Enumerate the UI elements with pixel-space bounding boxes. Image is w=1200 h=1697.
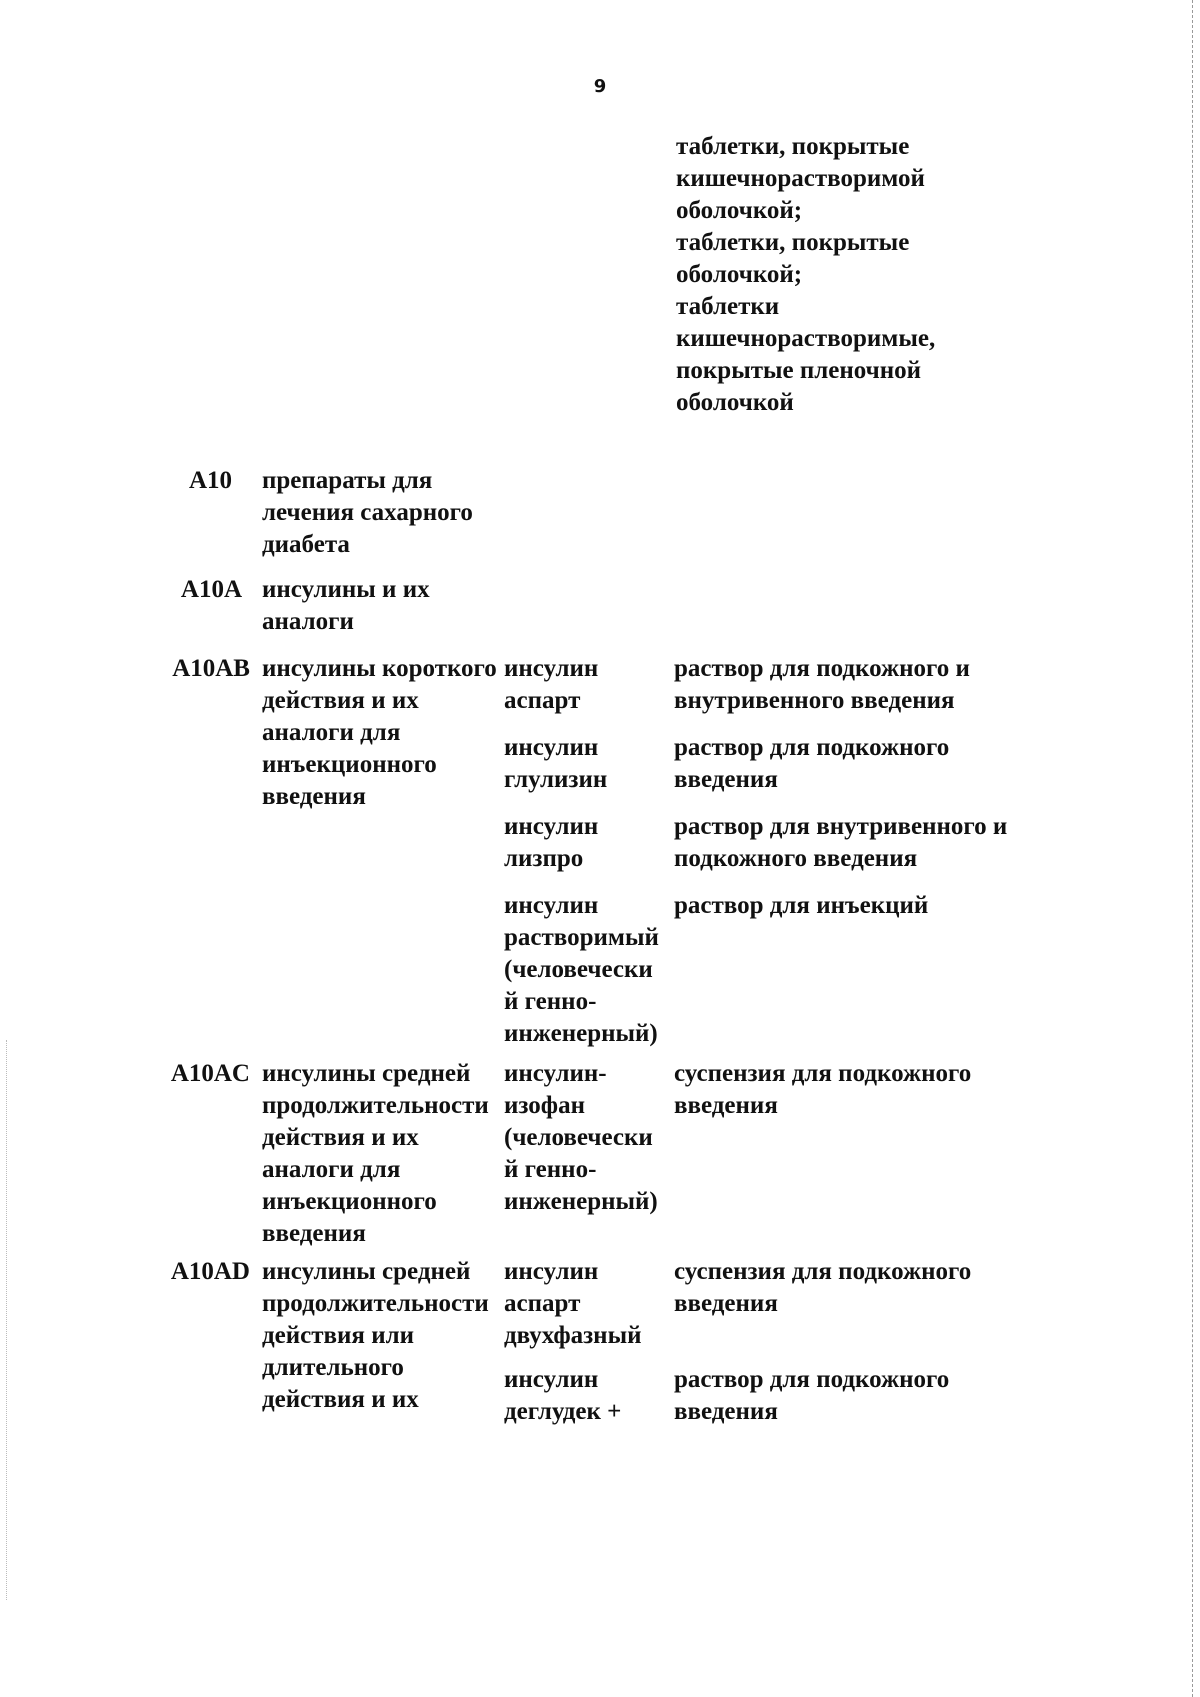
dosage-form-line: суспензия для подкожного (674, 1060, 972, 1087)
form-line: кишечнорастворимой (676, 165, 925, 192)
scan-edge-line-left (6, 1040, 7, 1600)
form-line: кишечнорастворимые, (676, 325, 936, 352)
form-line: оболочкой; (676, 197, 803, 224)
group-name-line: лечения сахарного (262, 499, 473, 526)
dosage-form-line: суспензия для подкожного (674, 1258, 972, 1285)
group-name-line: инъекционного (262, 751, 437, 778)
form-line: оболочкой (676, 389, 794, 416)
drug-name-line: деглудек + (504, 1398, 622, 1425)
group-name-line: инъекционного (262, 1188, 437, 1215)
dosage-form (674, 1058, 971, 1122)
drug-name-line: аспарт (504, 1290, 581, 1317)
drug-name-line: инсулин- (504, 1060, 607, 1087)
dosage-form-line: подкожного введения (674, 845, 918, 872)
form-line: таблетки, покрытые (676, 133, 910, 160)
drug-name-line: инсулин (504, 1366, 599, 1393)
dosage-form-line: раствор для инъекций (674, 892, 929, 919)
form-line: покрытые пленочной (676, 357, 922, 384)
drug-name-line: растворимый (504, 924, 659, 951)
group-name-line: действия или (262, 1322, 415, 1349)
drug-name (504, 890, 659, 1050)
group-name-line: длительного (262, 1354, 404, 1381)
group-name-line: препараты для (262, 467, 433, 494)
dosage-form-line: внутривенного введения (674, 687, 955, 714)
group-name-line: введения (262, 1220, 366, 1247)
group-name (262, 1256, 489, 1416)
dosage-form-line: раствор для подкожного и (674, 655, 970, 682)
dosage-form (674, 811, 1007, 875)
group-name (262, 653, 497, 813)
drug-name-line: инсулин (504, 734, 599, 761)
group-name-line: действия и их (262, 687, 419, 714)
drug-name (504, 811, 598, 875)
group-name-line: аналоги для (262, 1156, 401, 1183)
form-line: таблетки (676, 293, 780, 320)
form-line: оболочкой; (676, 261, 803, 288)
group-name (262, 1058, 489, 1250)
dosage-form-line: введения (674, 1398, 778, 1425)
group-name-line: аналоги (262, 608, 354, 635)
drug-name-line: глулизин (504, 766, 608, 793)
drug-name (504, 1058, 658, 1218)
drug-name (504, 1256, 642, 1352)
drug-name-line: лизпро (504, 845, 584, 872)
drug-name-line: (человечески (504, 1124, 653, 1151)
dosage-form-line: раствор для подкожного (674, 1366, 950, 1393)
page-number: 9 (593, 76, 607, 97)
group-name-line: инсулины средней (262, 1258, 471, 1285)
drug-name-line: инсулин (504, 892, 599, 919)
group-name-line: инсулины короткого (262, 655, 497, 682)
drug-name (504, 653, 598, 717)
continuation-forms (676, 131, 935, 419)
dosage-form (674, 732, 949, 796)
dosage-form (674, 653, 970, 717)
drug-name-line: инсулин (504, 813, 599, 840)
drug-name-line: инженерный) (504, 1188, 658, 1215)
dosage-form (674, 1364, 949, 1428)
drug-name-line: инженерный) (504, 1020, 658, 1047)
atc-code: A10A (180, 576, 242, 603)
group-name-line: действия и их (262, 1386, 419, 1413)
group-name-line: аналоги для (262, 719, 401, 746)
dosage-form-line: раствор для подкожного (674, 734, 950, 761)
drug-name-line: й генно- (504, 1156, 597, 1183)
atc-code: A10AB (172, 655, 250, 682)
drug-name (504, 732, 607, 796)
atc-code: A10AC (170, 1060, 250, 1087)
drug-name-line: инсулин (504, 655, 599, 682)
group-name (262, 465, 473, 561)
dosage-form-line: раствор для внутривенного и (674, 813, 1008, 840)
dosage-form (674, 1256, 971, 1320)
drug-name-line: инсулин (504, 1258, 599, 1285)
drug-name (504, 1364, 621, 1428)
group-name-line: введения (262, 783, 366, 810)
atc-code: A10 (188, 467, 232, 494)
dosage-form-line: введения (674, 1290, 778, 1317)
form-line: таблетки, покрытые (676, 229, 910, 256)
dosage-form (674, 890, 928, 922)
group-name-line: инсулины средней (262, 1060, 471, 1087)
group-name (262, 574, 430, 638)
drug-name-line: двухфазный (504, 1322, 642, 1349)
drug-name-line: (человечески (504, 956, 653, 983)
drug-name-line: аспарт (504, 687, 581, 714)
drug-name-line: изофан (504, 1092, 586, 1119)
scan-edge-line (1192, 0, 1193, 1697)
drug-name-line: й генно- (504, 988, 597, 1015)
group-name-line: диабета (262, 531, 350, 558)
dosage-form-line: введения (674, 766, 778, 793)
dosage-form-line: введения (674, 1092, 778, 1119)
group-name-line: продолжительности (262, 1290, 489, 1317)
group-name-line: действия и их (262, 1124, 419, 1151)
group-name-line: продолжительности (262, 1092, 489, 1119)
atc-code: A10AD (170, 1258, 250, 1285)
group-name-line: инсулины и их (262, 576, 430, 603)
